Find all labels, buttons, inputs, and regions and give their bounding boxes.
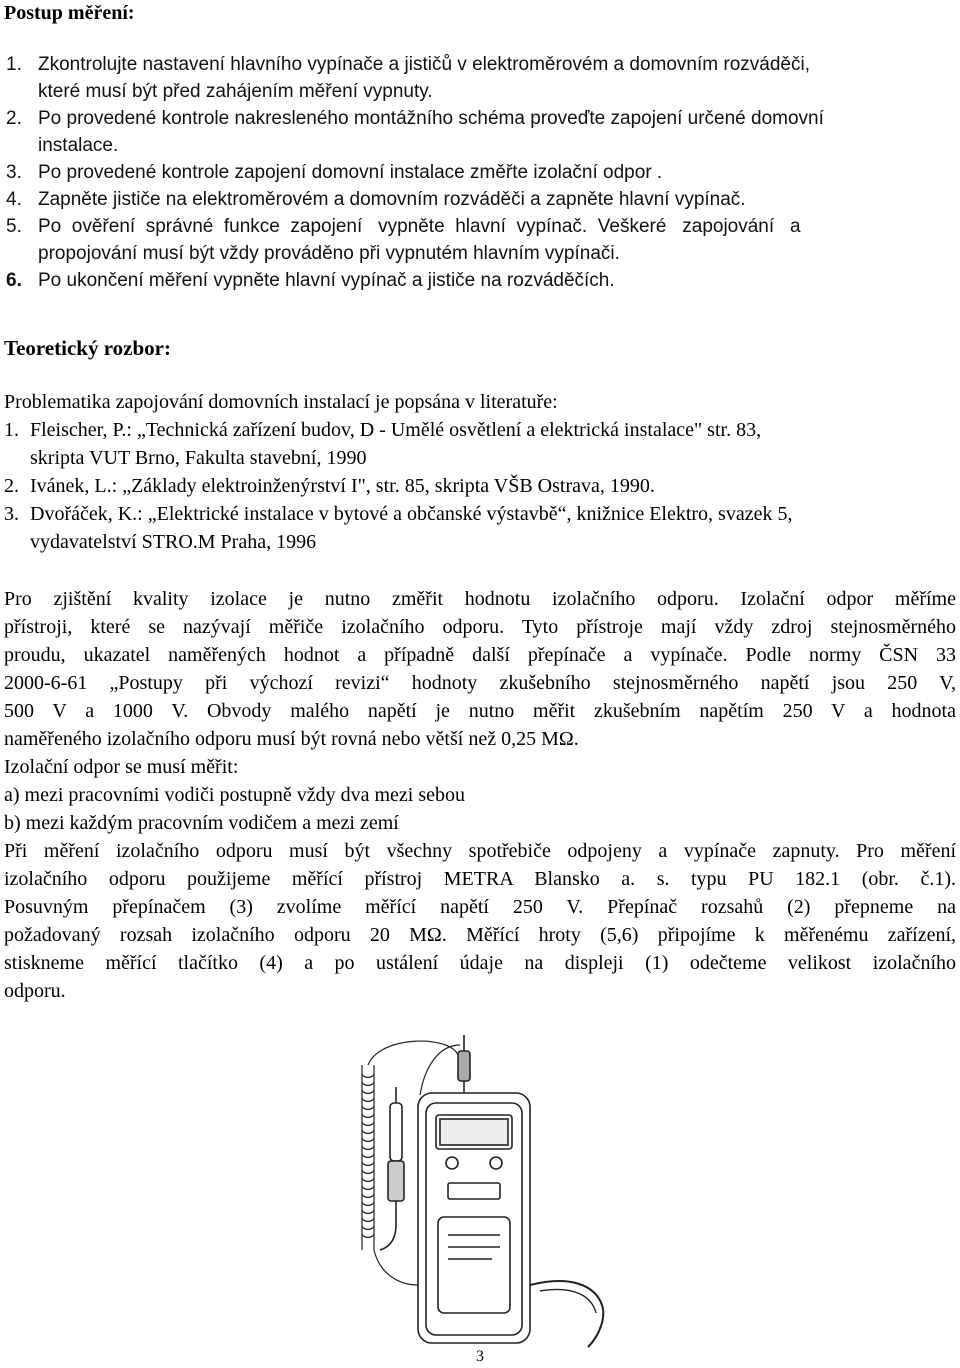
paragraph-line: požadovaný rozsah izolačního odporu 20 MΩ. Měřící hroty (5,6) připojíme k měřenému zařízení, [4,924,956,946]
list-item [4,105,954,159]
paragraph-line: proudu, ukazatel naměřených hodnot a případně další přepínače a vypínače. Podle normy ČSN 33 [4,644,956,666]
list-item [4,186,954,213]
reference-line: Ivánek, L.: „Základy elektroinženýrství I", str. 85, skripta VŠB Ostrava, 1990. [30,475,655,497]
reference-item [4,416,956,472]
list-line: instalace. [38,135,119,156]
list-line: Po provedené kontrole zapojení domovní instalace změřte izolační odpor . [38,162,663,183]
list-item [4,267,954,294]
list-number: 6. [6,270,22,291]
reference-line: skripta VUT Brno, Fakulta stavební, 1990 [30,447,367,469]
paragraph-line: naměřeného izolačního odporu musí být rovná nebo větší než 0,25 MΩ. [4,728,579,750]
test-button [490,1157,502,1169]
list-line: propojování musí být vždy prováděno při vypnutém hlavním vypínači. [38,243,620,264]
list-number: 4. [6,189,22,210]
list-line: které musí být před zahájením měření vypnuty. [38,81,433,102]
list-line: Zapněte jističe na elektroměrovém a domovním rozváděči a zapněte hlavní vypínač. [38,189,746,210]
paragraph-line: přístroji, které se nazývají měřiče izolačního odporu. Tyto přístroje mají vždy zdroj stejnosměrného [4,616,956,638]
device-body [418,1093,530,1343]
list-item [4,159,954,186]
list-line: Zkontrolujte nastavení hlavního vypínače a jističů v elektroměrovém a domovním rozváděči, [38,54,810,75]
list-number: 3. [6,162,22,183]
literature-section [4,388,956,556]
voltage-slider [448,1183,500,1199]
page-number: 3 [476,1348,484,1365]
reference-line: vydavatelství STRO.M Praha, 1996 [30,531,317,553]
list-number: 2. [6,108,22,129]
paragraph-line: izolačního odporu použijeme měřící přístroj METRA Blansko a. s. typu PU 182.1 (obr. č.1). [4,868,956,890]
measure-item-b: b) mezi každým pracovním vodičem a mezi zemí [4,812,399,834]
paragraph-line: Pro zjištění kvality izolace je nutno změřit hodnotu izolačního odporu. Izolační odpor měříme [4,588,956,610]
reference-item [4,500,956,556]
measure-item-a: a) mezi pracovními vodiči postupně vždy dva mezi sebou [4,784,465,806]
list-line: Po ukončení měření vypněte hlavní vypínač a jističe na rozváděčích. [38,270,615,291]
list-item [4,51,954,105]
paragraph-line: 2000-6-61 „Postupy při výchozí revizi“ hodnoty zkušebního stejnosměrného napětí jsou 250 V, [4,672,956,694]
steps-list [4,51,954,294]
reference-line: Fleischer, P.: „Technická zařízení budov, D - Umělé osvětlení a elektrická instalace" str. 83, [30,419,762,441]
paragraph-line: 500 V a 1000 V. Obvody malého napětí je nutno měřit zkušebním napětím 250 V a hodnota [4,700,956,722]
insulation-tester-illustration [340,1035,640,1355]
reference-item [4,472,956,500]
reference-number: 3. [4,503,19,525]
measure-intro: Izolační odpor se musí měřit: [4,756,239,778]
reference-number: 2. [4,475,19,497]
list-item [4,213,954,267]
list-number: 5. [6,216,22,237]
paragraph-line: odporu. [4,980,66,1002]
paragraph-kvalita-izolace [4,585,956,1005]
range-switch-knob [446,1157,458,1169]
reference-line: Dvořáček, K.: „Elektrické instalace v bytové a občanské výstavbě“, knižnice Elektro, svazek 5, [30,503,793,525]
device-label-panel [438,1217,510,1313]
list-number: 1. [6,54,22,75]
list-line: Po provedené kontrole nakresleného montážního schéma proveďte zapojení určené domovní [38,108,824,129]
probe-top [458,1035,470,1093]
reference-number: 1. [4,419,19,441]
paragraph-line: Při měření izolačního odporu musí být všechny spotřebiče odpojeny a vypínače zapnuty. Pro měření [4,840,956,862]
paragraph-line: Posuvným přepínačem (3) zvolíme měřící napětí 250 V. Přepínač rozsahů (2) přepneme na [4,896,956,918]
heading-teoreticky: Teoretický rozbor: [4,336,171,360]
paragraph-line: stiskneme měřící tlačítko (4) a po ustálení údaje na displeji (1) odečteme velikost izolačního [4,952,956,974]
heading-postup: Postup měření: [4,2,135,24]
coiled-cable [420,1045,460,1095]
probe-left [380,1087,404,1250]
literature-intro: Problematika zapojování domovních instalací je popsána v literatuře: [4,391,558,413]
list-line: Po ověření správné funkce zapojení vypněte hlavní vypínač. Veškeré zapojování a [38,216,801,237]
